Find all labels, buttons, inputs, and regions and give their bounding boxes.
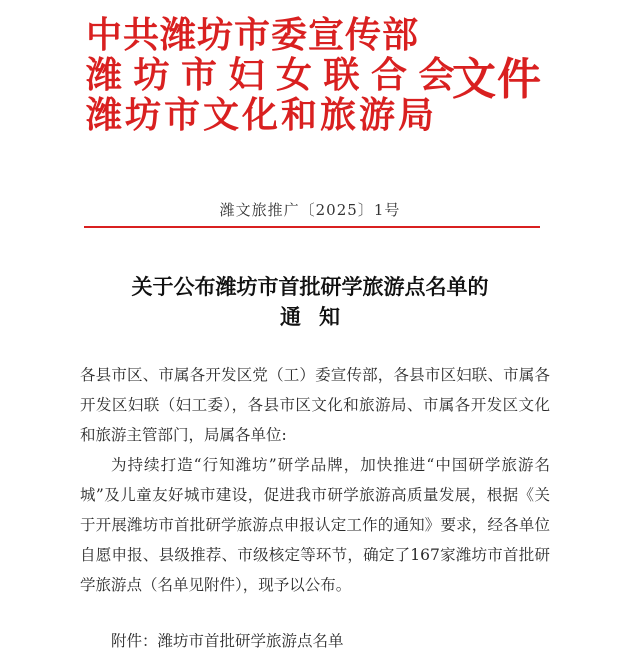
document-number: 潍文旅推广〔2025〕1号 [219, 201, 401, 219]
notice-title-line-1: 关于公布潍坊市首批研学旅游点名单的 [131, 274, 489, 299]
issuer-womens-federation: 潍坊市妇女联合会 [86, 55, 467, 96]
addressee-paragraph: 各县市区、市属各开发区党（工）委宣传部，各县市区妇联、市属各开发区妇联（妇工委），各县市区文化和旅游局、市属各开发区文化和旅游主管部门，局属各单位: [80, 366, 550, 444]
main-paragraph: 为持续打造“行知潍坊”研学品牌，加快推进“中国研学旅游名城”及儿童友好城市建设，促进我市研学旅游高质量发展，根据《关于开展潍坊市首批研学旅游点申报认定工作的通知》要求，经各单位自愿申报、县级推荐、市级核定等环节，确定了167家潍坊市首批研学旅游点（名单见附件），现予以公布。 [80, 456, 550, 594]
notice-body [80, 360, 550, 600]
red-divider-line [84, 226, 540, 228]
document-type-label: 文件 [452, 54, 542, 105]
issuer-culture-tourism-bureau: 潍坊市文化和旅游局 [86, 95, 438, 136]
notice-title-line-2: 通知 [280, 304, 358, 329]
notice-title [0, 272, 620, 332]
attachment-line: 附件：潍坊市首批研学旅游点名单 [111, 632, 344, 650]
issuer-propaganda-dept: 中共潍坊市委宣传部 [86, 15, 420, 56]
